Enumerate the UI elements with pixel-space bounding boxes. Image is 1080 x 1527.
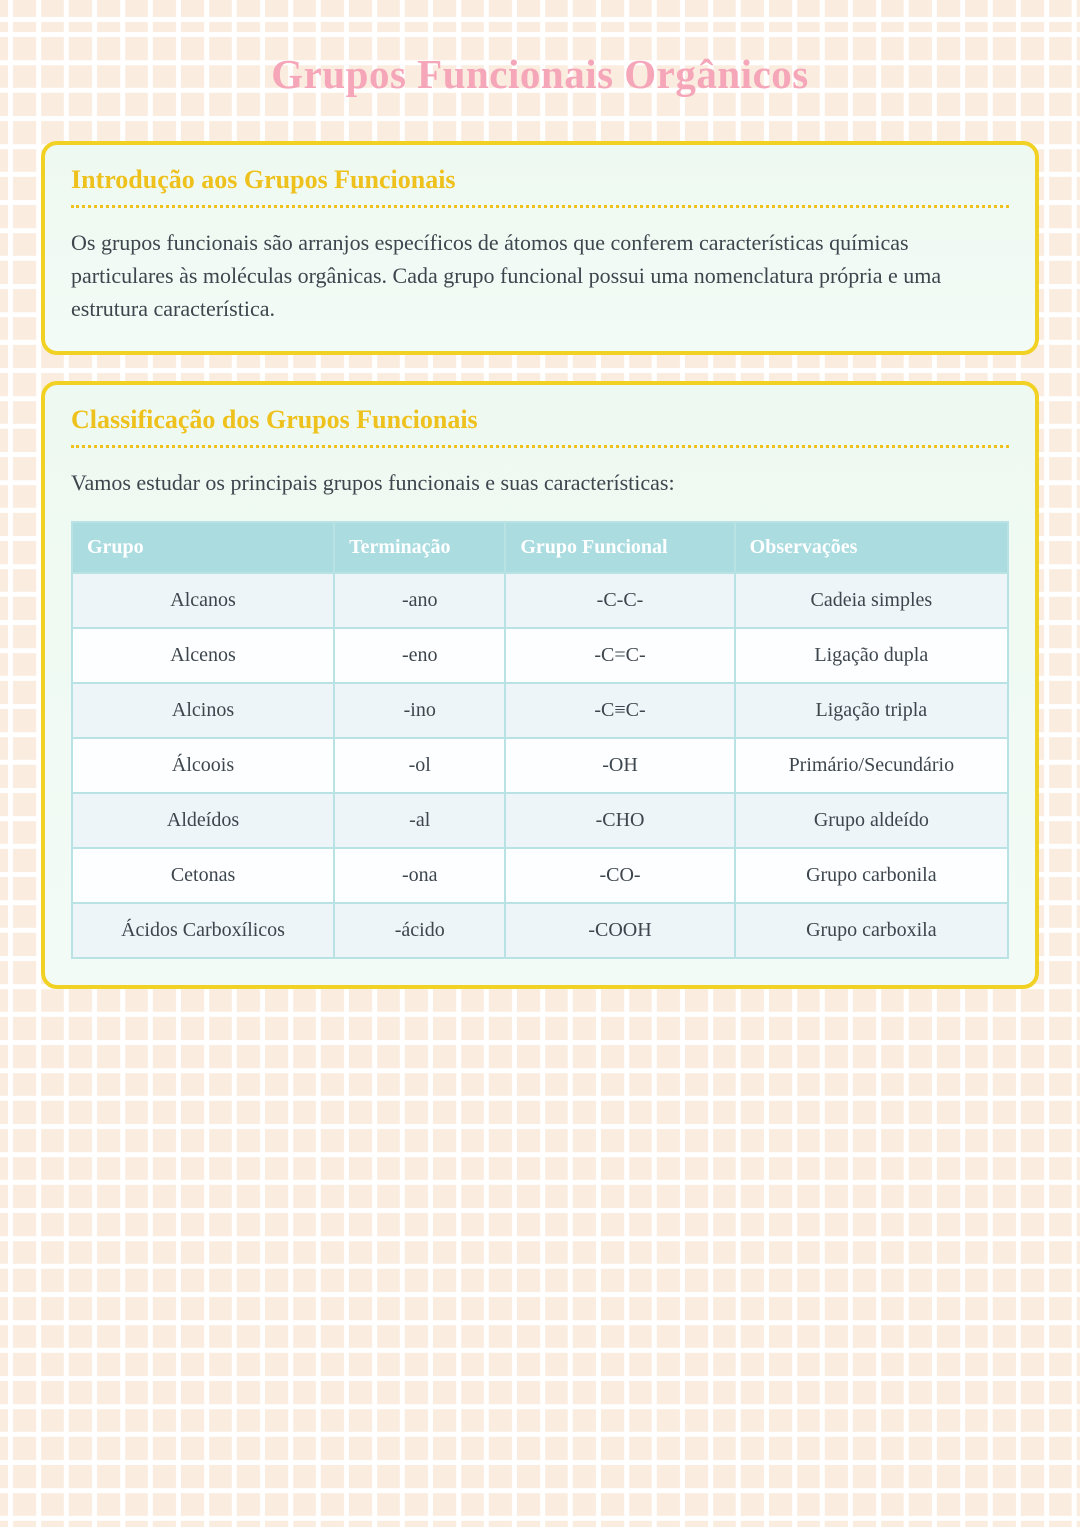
classification-heading: Classificação dos Grupos Funcionais: [71, 405, 1009, 448]
table-row: [72, 683, 1008, 738]
table-row: [72, 573, 1008, 628]
table-header-row: [72, 522, 1008, 573]
table-cell: -ano: [334, 573, 505, 628]
table-cell: -CO-: [505, 848, 734, 903]
table-cell: -C-C-: [505, 573, 734, 628]
table-cell: Grupo carboxila: [735, 903, 1008, 958]
table-cell: Primário/Secundário: [735, 738, 1008, 793]
table-cell: -OH: [505, 738, 734, 793]
table-cell: Ácidos Carboxílicos: [72, 903, 334, 958]
table-body: [72, 573, 1008, 958]
table-cell: Ligação dupla: [735, 628, 1008, 683]
page-title: Grupos Funcionais Orgânicos: [271, 51, 809, 97]
functional-groups-table: [71, 521, 1009, 959]
table-cell: -al: [334, 793, 505, 848]
table-cell: -C=C-: [505, 628, 734, 683]
table-cell: Grupo aldeído: [735, 793, 1008, 848]
intro-card: [41, 141, 1039, 355]
table-cell: Grupo carbonila: [735, 848, 1008, 903]
table-cell: Álcoois: [72, 738, 334, 793]
table-row: [72, 738, 1008, 793]
table-cell: -ácido: [334, 903, 505, 958]
table-cell: -CHO: [505, 793, 734, 848]
classification-intro: Vamos estudar os principais grupos funcionais e suas características:: [71, 470, 675, 495]
table-cell: Aldeídos: [72, 793, 334, 848]
intro-heading: Introdução aos Grupos Funcionais: [71, 165, 1009, 208]
intro-paragraph: Os grupos funcionais são arranjos específicos de átomos que conferem características químicas particulares às moléculas orgânicas. Cada grupo funcional possui uma nomenclatura própria e uma estrutura característica.: [71, 230, 942, 321]
table-cell: Alcinos: [72, 683, 334, 738]
table-row: [72, 903, 1008, 958]
classification-card: [41, 381, 1039, 989]
table-row: [72, 793, 1008, 848]
table-cell: -COOH: [505, 903, 734, 958]
table-cell: -ona: [334, 848, 505, 903]
table-cell: -ino: [334, 683, 505, 738]
table-cell: Ligação tripla: [735, 683, 1008, 738]
table-row: [72, 628, 1008, 683]
table-row: [72, 848, 1008, 903]
table-cell: Cetonas: [72, 848, 334, 903]
table-cell: -eno: [334, 628, 505, 683]
column-header: Grupo: [72, 522, 334, 573]
column-header: Grupo Funcional: [505, 522, 734, 573]
table-cell: -C≡C-: [505, 683, 734, 738]
table-cell: Alcenos: [72, 628, 334, 683]
table-cell: Cadeia simples: [735, 573, 1008, 628]
table-header: [72, 522, 1008, 573]
table-cell: Alcanos: [72, 573, 334, 628]
column-header: Observações: [735, 522, 1008, 573]
column-header: Terminação: [334, 522, 505, 573]
table-cell: -ol: [334, 738, 505, 793]
